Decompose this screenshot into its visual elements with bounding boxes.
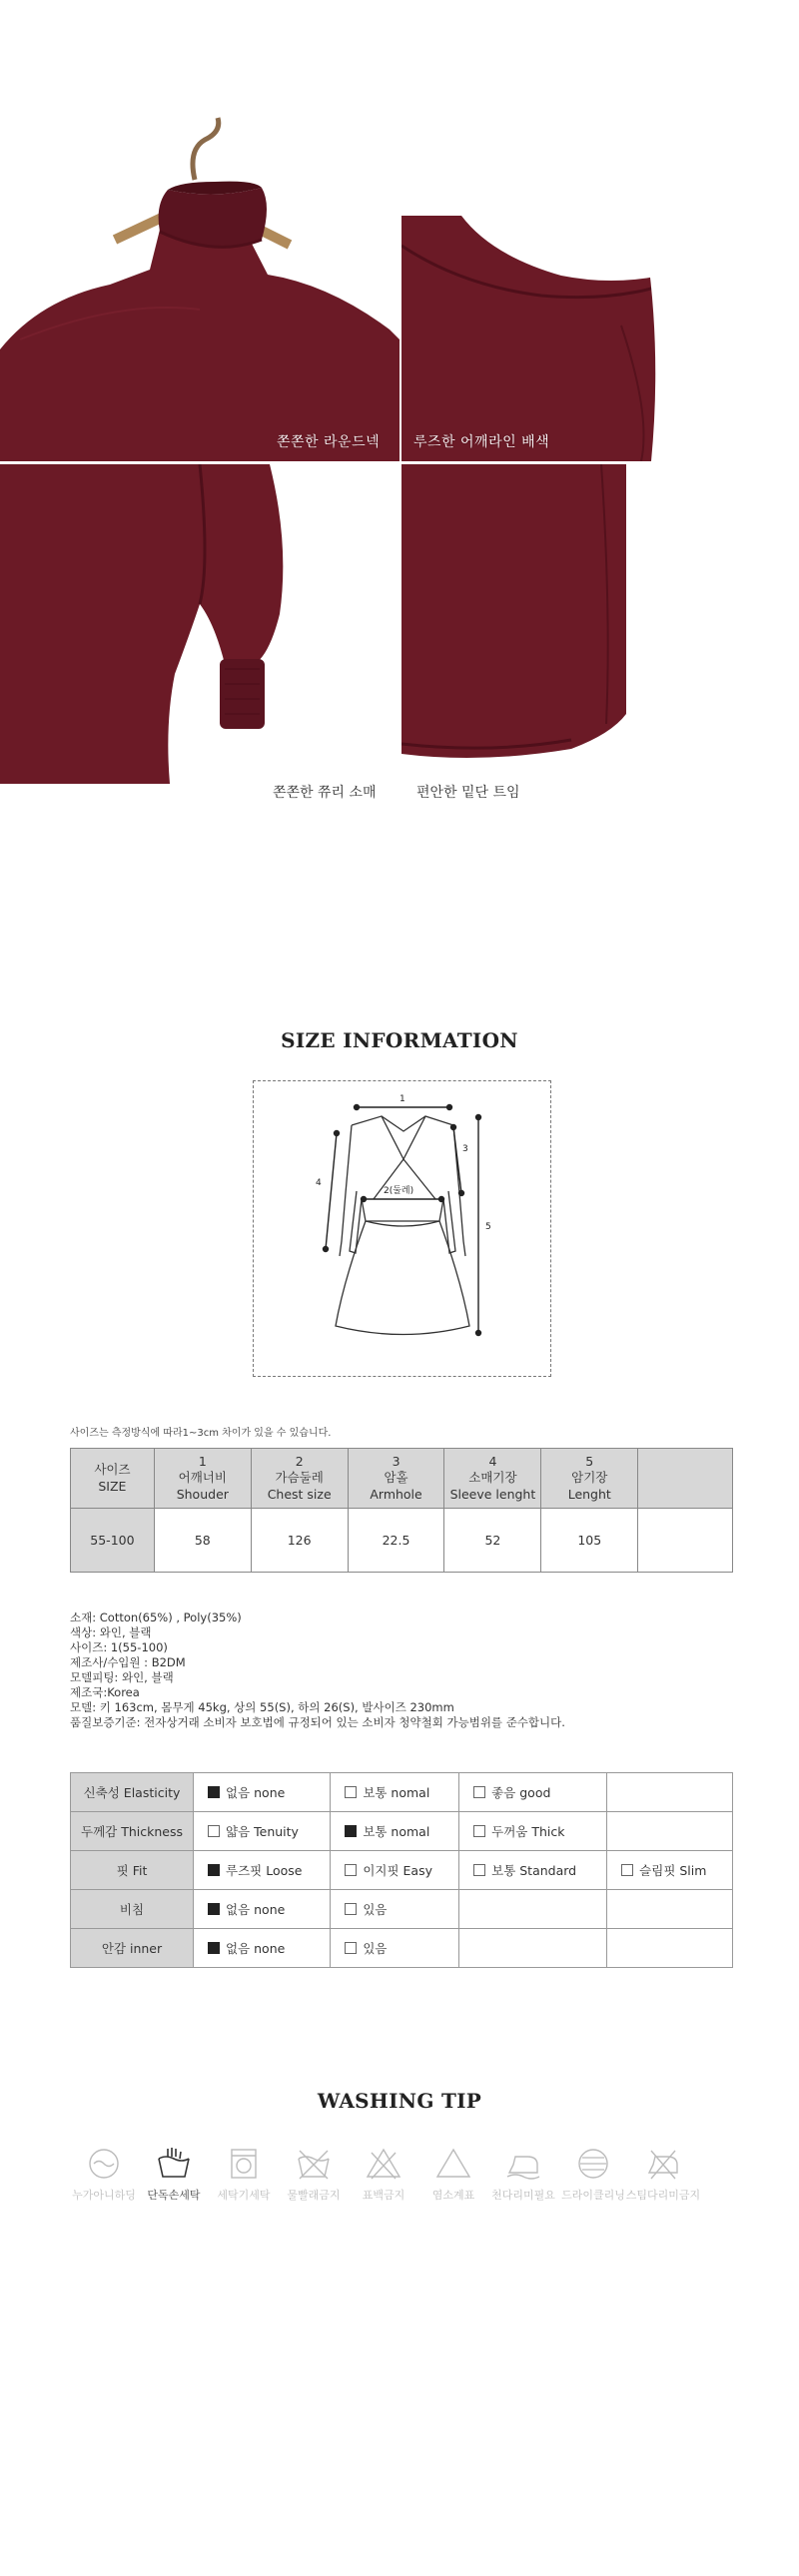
fabric-option — [331, 1773, 459, 1812]
hand-wash-icon — [154, 2147, 194, 2181]
wash-item: 염소계표 — [413, 2147, 493, 2203]
size-header-cell: 2 가슴둘레 Chest size — [251, 1449, 348, 1509]
wash-item: 천다리미필요 — [483, 2147, 563, 2203]
fabric-info-table — [70, 1772, 733, 1968]
checkbox-icon — [345, 1786, 357, 1798]
size-table-header — [71, 1449, 733, 1509]
fabric-option — [459, 1929, 607, 1968]
size-header-cell — [638, 1449, 733, 1509]
checkbox-icon — [621, 1864, 633, 1876]
hem-caption: 편안한 밑단 트임 — [416, 785, 520, 801]
wash-item: 표백금지 — [344, 2147, 423, 2203]
wash-item: 단독손세탁 — [134, 2147, 214, 2203]
fabric-option-label: 보통 nomal — [363, 1785, 430, 1800]
photo-neckline — [0, 0, 400, 461]
detail-model-fitting: 모델피팅: 와인, 블랙 — [70, 1670, 174, 1684]
fabric-option-label: 있음 — [363, 1902, 388, 1917]
fabric-option — [194, 1890, 331, 1929]
fabric-option-label: 루즈핏 Loose — [226, 1863, 303, 1878]
fabric-option — [607, 1773, 733, 1812]
measure-5-label: 5 — [485, 1222, 491, 1232]
size-cell: 58 — [154, 1509, 251, 1573]
fabric-row — [71, 1773, 733, 1812]
fabric-row-label: 안감 inner — [71, 1929, 194, 1968]
shoulder-caption: 루즈한 어깨라인 배색 — [413, 434, 550, 450]
detail-material: 소재: Cotton(65%) , Poly(35%) — [70, 1610, 242, 1624]
size-header-cell: 5 암기장 Lenght — [541, 1449, 638, 1509]
detail-maker: 제조사/수입원 : B2DM — [70, 1655, 186, 1669]
fabric-option-label: 있음 — [363, 1941, 388, 1956]
fabric-option — [607, 1812, 733, 1851]
fabric-option — [459, 1890, 607, 1929]
fabric-option-label: 없음 none — [226, 1902, 286, 1917]
no-water-wash-icon — [294, 2147, 334, 2181]
fabric-option — [331, 1929, 459, 1968]
detail-model: 모델: 키 163cm, 몸무게 45kg, 상의 55(S), 하의 26(S), 발사이즈 230mm — [70, 1700, 454, 1714]
fabric-option — [194, 1851, 331, 1890]
size-table — [70, 1448, 733, 1573]
iron-with-cloth-icon — [503, 2147, 543, 2181]
washing-icons — [72, 2147, 733, 2217]
detail-color: 색상: 와인, 블랙 — [70, 1625, 152, 1639]
checkbox-icon — [473, 1825, 485, 1837]
fabric-option-label: 없음 none — [226, 1785, 286, 1800]
delicate-wash-icon — [84, 2147, 124, 2181]
fabric-option-label: 슬림핏 Slim — [639, 1863, 707, 1878]
measure-2-label: 2(둘레) — [384, 1186, 414, 1196]
checkbox-icon — [345, 1942, 357, 1954]
neckline-caption: 쫀쫀한 라운드넥 — [277, 434, 381, 450]
fabric-option — [459, 1812, 607, 1851]
fabric-row-label: 신축성 Elasticity — [71, 1773, 194, 1812]
no-steam-iron-icon — [643, 2147, 683, 2181]
fabric-row-label: 핏 Fit — [71, 1851, 194, 1890]
fabric-row-label: 비침 — [71, 1890, 194, 1929]
checked-checkbox-icon — [208, 1942, 220, 1954]
size-cell: 105 — [541, 1509, 638, 1573]
fabric-option-label: 없음 none — [226, 1941, 286, 1956]
fabric-option — [607, 1851, 733, 1890]
fabric-option — [459, 1773, 607, 1812]
size-table-row — [71, 1509, 733, 1573]
photo-sleeve — [0, 464, 400, 784]
fabric-option-label: 좋음 good — [491, 1785, 551, 1800]
size-header-cell: 1 어깨너비 Shouder — [154, 1449, 251, 1509]
size-cell: 52 — [444, 1509, 541, 1573]
dry-clean-icon — [573, 2147, 613, 2181]
fabric-row — [71, 1812, 733, 1851]
sleeve-caption: 쫀쫀한 쮸리 소매 — [273, 785, 377, 801]
no-bleach-icon — [364, 2147, 403, 2181]
size-header-cell: 4 소매기장 Sleeve lenght — [444, 1449, 541, 1509]
checked-checkbox-icon — [208, 1864, 220, 1876]
fabric-option — [331, 1890, 459, 1929]
fabric-option — [331, 1851, 459, 1890]
size-header-cell: 3 암홀 Armhole — [348, 1449, 444, 1509]
wash-item: 드라이클리닝 — [553, 2147, 633, 2203]
checkbox-icon — [345, 1864, 357, 1876]
fabric-option-label: 보통 nomal — [363, 1824, 430, 1839]
checkbox-icon — [473, 1786, 485, 1798]
fabric-option — [607, 1929, 733, 1968]
product-details — [70, 1610, 565, 1730]
fabric-option-label: 두꺼움 Thick — [491, 1824, 565, 1839]
chlorine-bleach-icon — [433, 2147, 473, 2181]
wash-item: 스팀다리미금지 — [623, 2147, 703, 2203]
checkbox-icon — [345, 1903, 357, 1915]
wash-item: 누가아니하딩 — [64, 2147, 144, 2203]
fabric-row — [71, 1929, 733, 1968]
size-cell — [638, 1509, 733, 1573]
size-note: 사이즈는 측정방식에 따라1~3cm 차이가 있을 수 있습니다. — [70, 1428, 332, 1439]
photo-shoulder — [401, 216, 661, 461]
fabric-row-label: 두께감 Thickness — [71, 1812, 194, 1851]
washing-tip-title: WASHING TIP — [317, 2089, 482, 2113]
measure-4-label: 4 — [316, 1178, 322, 1188]
checked-checkbox-icon — [208, 1786, 220, 1798]
fabric-option-label: 보통 Standard — [491, 1863, 577, 1878]
fabric-option — [194, 1929, 331, 1968]
measure-1-label: 1 — [400, 1094, 405, 1104]
detail-size: 사이즈: 1(55-100) — [70, 1640, 168, 1654]
checked-checkbox-icon — [345, 1825, 357, 1837]
measure-3-label: 3 — [462, 1144, 468, 1154]
fabric-option — [194, 1773, 331, 1812]
detail-warranty: 품질보증기준: 전자상거래 소비자 보호법에 규정되어 있는 소비자 청약철회 가능범위를 준수합니다. — [70, 1715, 565, 1729]
checked-checkbox-icon — [208, 1903, 220, 1915]
fabric-option — [459, 1851, 607, 1890]
fabric-option — [331, 1812, 459, 1851]
fabric-option — [607, 1890, 733, 1929]
wash-item: 세탁기세탁 — [204, 2147, 284, 2203]
fabric-option-label: 이지핏 Easy — [363, 1863, 432, 1878]
size-cell: 55-100 — [71, 1509, 155, 1573]
machine-wash-icon — [224, 2147, 264, 2181]
size-information-title: SIZE INFORMATION — [281, 1028, 518, 1052]
checkbox-icon — [473, 1864, 485, 1876]
checkbox-icon — [208, 1825, 220, 1837]
size-diagram — [253, 1080, 551, 1377]
fabric-row — [71, 1851, 733, 1890]
size-cell: 126 — [251, 1509, 348, 1573]
size-cell: 22.5 — [348, 1509, 444, 1573]
size-header-cell: 사이즈 SIZE — [71, 1449, 155, 1509]
fabric-option-label: 얇음 Tenuity — [226, 1824, 299, 1839]
photo-hem — [401, 464, 661, 784]
fabric-option — [194, 1812, 331, 1851]
wash-item: 물빨래금지 — [274, 2147, 354, 2203]
detail-country: 제조국:Korea — [70, 1685, 140, 1699]
fabric-row — [71, 1890, 733, 1929]
